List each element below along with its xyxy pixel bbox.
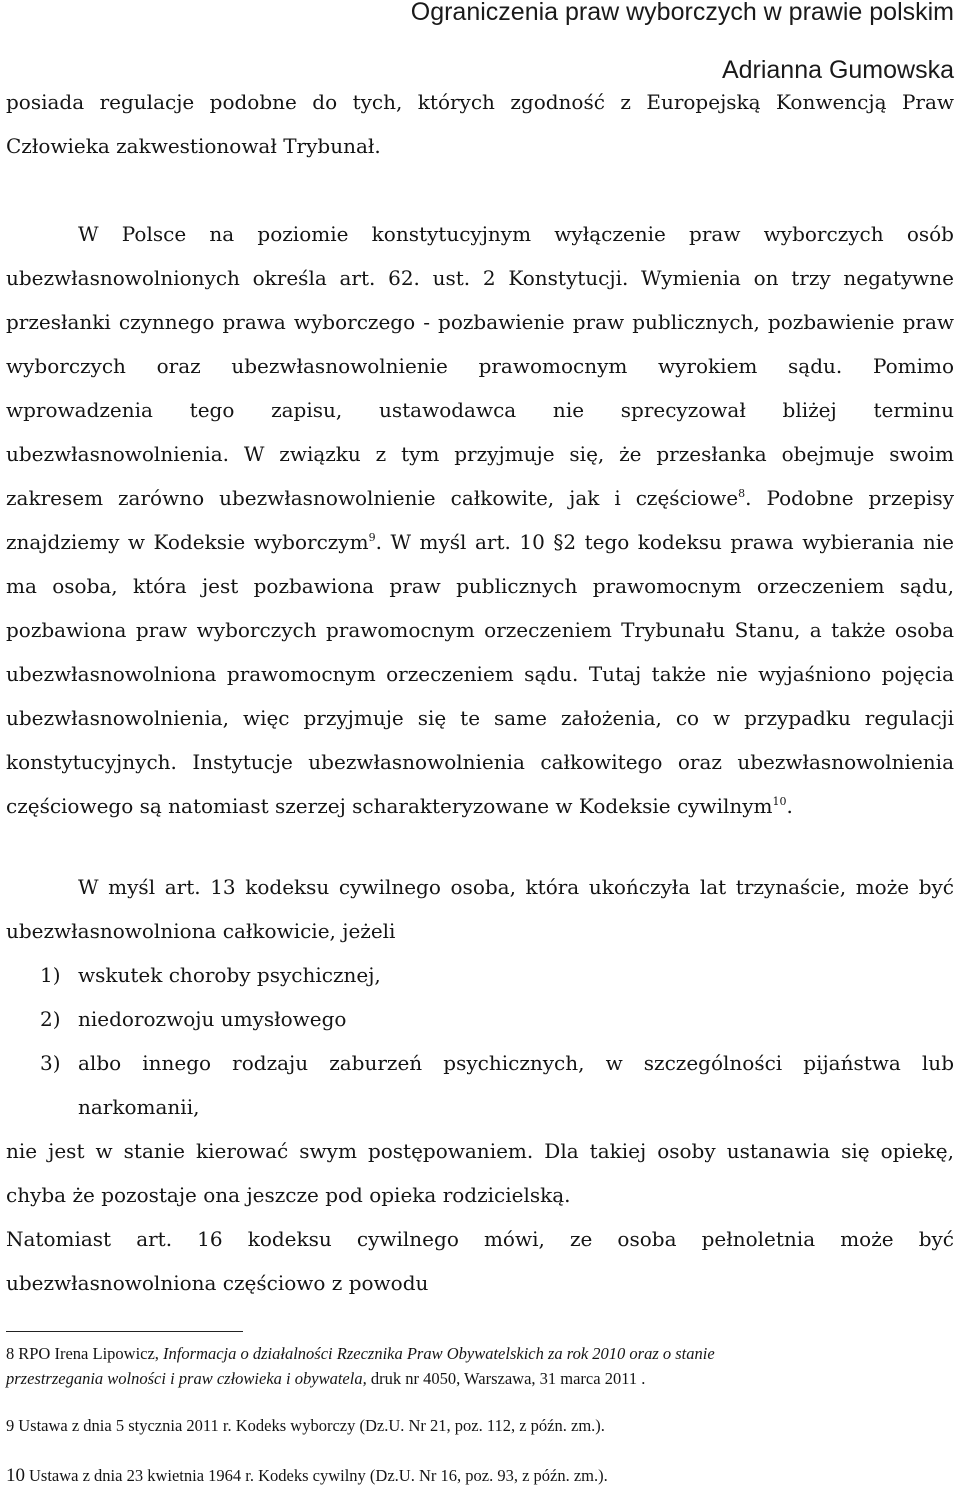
footnote-ref-9[interactable]: 9 <box>368 531 376 544</box>
footnote-number: 10 <box>6 1465 25 1486</box>
footnote-number: 8 <box>6 1344 15 1363</box>
list-number: 1) <box>40 963 61 987</box>
text-line: ubezwłasnowolnionych określa art. 62. ust. 2 Konstytucji. Wymienia on trzy negatywne <box>6 266 954 290</box>
text-line: ubezwłasnowolniona całkowicie, jeżeli <box>6 919 396 943</box>
paragraph-constitution <box>6 212 954 828</box>
list-item-continuation: narkomanii, <box>78 1095 200 1119</box>
list-item <box>6 1041 954 1085</box>
line-text: . <box>786 794 793 818</box>
footnote-ref-8[interactable]: 8 <box>738 487 746 500</box>
footnote-10 <box>6 1463 956 1488</box>
text-line: przesłanki czynnego prawa wyborczego - pozbawienie praw publicznych, pozbawienie praw <box>6 310 954 334</box>
list-text: albo innego rodzaju zaburzeń psychicznych, w szczególności pijaństwa lub <box>78 1051 954 1075</box>
text-line: Człowieka zakwestionował Trybunał. <box>6 134 381 158</box>
footnote-text: Ustawa z dnia 5 stycznia 2011 r. Kodeks wyborczy (Dz.U. Nr 21, poz. 112, z późn. zm.). <box>18 1416 605 1435</box>
text-line <box>6 476 954 520</box>
text-line <box>6 784 954 828</box>
text-line: wprowadzenia tego zapisu, ustawodawca nie sprecyzował bliżej terminu <box>6 398 954 422</box>
running-header-author: Adrianna Gumowska <box>721 56 954 84</box>
footnote-9 <box>6 1413 956 1438</box>
list-number: 3) <box>40 1051 61 1075</box>
list-number: 2) <box>40 1007 61 1031</box>
text-line: W myśl art. 13 kodeksu cywilnego osoba, która ukończyła lat trzynaście, może być <box>78 875 954 899</box>
footnote-text: Ustawa z dnia 23 kwietnia 1964 r. Kodeks cywilny (Dz.U. Nr 16, poz. 93, z późn. zm.). <box>29 1466 608 1485</box>
text-line: pozbawiona praw wyborczych prawomocnym orzeczeniem Trybunału Stanu, a także osoba <box>6 618 954 642</box>
footnote-title: Informacja o działalności Rzecznika Praw Obywatelskich za rok 2010 oraz o stanie <box>163 1344 715 1363</box>
text-line <box>6 520 954 564</box>
list-text: niedorozwoju umysłowego <box>78 1007 347 1031</box>
footnote-source: druk nr 4050, Warszawa, 31 marca 2011 . <box>370 1369 646 1388</box>
line-text: zakresem zarówno ubezwłasnowolnienie całkowite, jak i częściowe <box>6 486 739 510</box>
list-text: wskutek choroby psychicznej, <box>78 963 381 987</box>
footnote-8 <box>6 1341 956 1391</box>
line-text: . W myśl art. 10 §2 tego kodeksu prawa wybierania nie <box>375 530 955 554</box>
text-line: nie jest w stanie kierować swym postępowaniem. Dla takiej osoby ustanawia się opiekę, <box>6 1139 954 1163</box>
list-item <box>6 997 954 1041</box>
text-line: Natomiast art. 16 kodeksu cywilnego mówi, ze osoba pełnoletnia może być <box>6 1227 954 1251</box>
footnote-title-cont: przestrzegania wolności i praw człowieka i obywatela, <box>6 1369 367 1388</box>
text-line: chyba że pozostaje ona jeszcze pod opieka rodzicielską. <box>6 1183 571 1207</box>
footnote-separator <box>6 1331 243 1332</box>
text-line: wyborczych oraz ubezwłasnowolnienie prawomocnym wyrokiem sądu. Pomimo <box>6 354 954 378</box>
text-line: ubezwłasnowolniona prawomocnym orzeczeniem sądu. Tutaj także nie wyjaśniono pojęcia <box>6 662 954 686</box>
footnote-number: 9 <box>6 1416 15 1435</box>
line-text: częściowego są natomiast szerzej scharakteryzowane w Kodeksie cywilnym <box>6 794 773 818</box>
text-line: ubezwłasnowolnienia. W związku z tym przyjmuje się, że przesłanka obejmuje swoim <box>6 442 954 466</box>
paragraph-civil-code <box>6 865 954 1305</box>
text-line: ubezwłasnowolniona częściowo z powodu <box>6 1271 429 1295</box>
footnote-ref-10[interactable]: 10 <box>772 795 787 808</box>
paragraph-continuation <box>6 80 954 168</box>
text-line: konstytucyjnych. Instytucje ubezwłasnowolnienia całkowitego oraz ubezwłasnowolnienia <box>6 750 954 774</box>
line-text: . Podobne przepisy <box>745 486 954 510</box>
list-item <box>6 953 954 997</box>
text-line: posiada regulacje podobne do tych, których zgodność z Europejską Konwencją Praw <box>6 90 954 114</box>
text-line: W Polsce na poziomie konstytucyjnym wyłączenie praw wyborczych osób <box>78 222 954 246</box>
text-line: ma osoba, która jest pozbawiona praw publicznych prawomocnym orzeczeniem sądu, <box>6 574 954 598</box>
footnote-author: RPO Irena Lipowicz, <box>18 1344 159 1363</box>
text-line: ubezwłasnowolnienia, więc przyjmuje się te same założenia, co w przypadku regulacji <box>6 706 954 730</box>
running-header-title: Ograniczenia praw wyborczych w prawie polskim <box>410 0 954 26</box>
line-text: znajdziemy w Kodeksie wyborczym <box>6 530 369 554</box>
